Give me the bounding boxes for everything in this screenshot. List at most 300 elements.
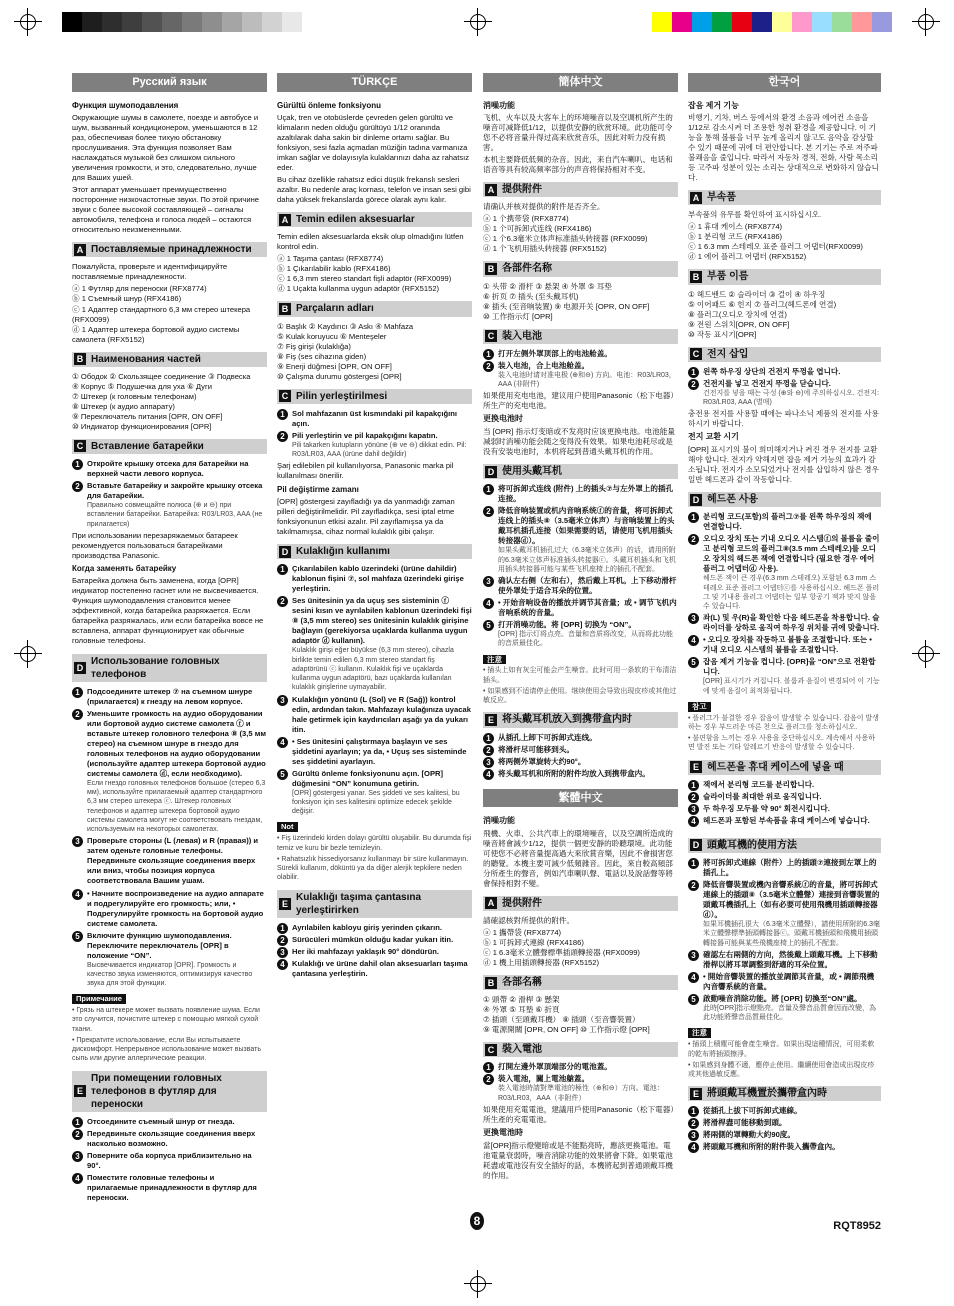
accessory-item: ⓓ 1 Uçakta kullanma uygun adaptör (RFX5152) bbox=[277, 284, 440, 294]
accessory-item: ⓓ 1 에어 플러그 어댑터 (RFX5152) bbox=[688, 252, 807, 262]
step-item bbox=[483, 576, 678, 596]
battery-note: При использовании перезаряжаемых батареек рекомендуется пользоваться батарейками производства Panasonic. bbox=[72, 530, 238, 560]
step-number: 4 bbox=[277, 959, 288, 970]
color-bar-swatch bbox=[652, 12, 672, 32]
step-number: 2 bbox=[72, 481, 83, 492]
step-detail: 装入电池时请对准电极 (⊕和⊖) 方向。电池：R03/LR03，AAA (非附件) bbox=[498, 371, 676, 389]
step-item bbox=[72, 1117, 267, 1127]
step-number: 4 bbox=[688, 816, 699, 827]
section-title: 将头戴耳机放入到携带盒内时 bbox=[502, 714, 632, 726]
step-instruction: 잭에서 분리형 코드를 분리합니다. bbox=[703, 779, 815, 789]
step-number: 2 bbox=[277, 431, 288, 442]
step-item bbox=[483, 349, 678, 359]
gray-bar-swatch bbox=[62, 12, 82, 32]
step-instruction: Sürücüleri mümkün olduğu kadar yukarı itin. bbox=[292, 934, 454, 944]
step-instruction: 装入电池，合上电池舱盖。 bbox=[498, 360, 590, 370]
page-number: 8 bbox=[470, 1212, 484, 1230]
step-item bbox=[483, 769, 678, 779]
step-detail: 如果头戴耳机插孔过大（6.3毫米立体声）的话，请用所附的6.3毫米立体声标准插头转接器ⓒ。头戴耳机插头和飞机用插头转接器可能与某些飞机座椅上的插孔不配套。 bbox=[498, 547, 676, 573]
section-header bbox=[277, 212, 472, 227]
step-number: 2 bbox=[483, 1074, 494, 1085]
step-detail: 如果耳機插孔很大（6.3毫米立體聲），請使用所附的6.3毫米立體聲標準插頭轉接器ⓒ。頭戴耳機插頭和飛機用插頭轉接器可能與某些飛機座椅上的插孔不配套。 bbox=[703, 921, 880, 947]
part-item: ⑨ 電源開關 [OPR, ON OFF] ⑩ 工作指示燈 [OPR] bbox=[483, 1025, 650, 1035]
step-number: 3 bbox=[688, 804, 699, 815]
section-title: 各部名稱 bbox=[502, 977, 542, 989]
section-header bbox=[483, 712, 678, 727]
part-item: ⑤ Kulak koruyucu ⑥ Menteşeler bbox=[277, 331, 387, 341]
step-item bbox=[72, 931, 267, 989]
accessories-intro: Пожалуйста, проверьте и идентифицируйте поставляемые принадлежности. bbox=[72, 262, 228, 282]
step-item bbox=[483, 1074, 678, 1102]
gray-bar-swatch bbox=[282, 12, 302, 32]
step-item bbox=[688, 534, 881, 611]
step-number: 1 bbox=[277, 564, 288, 575]
color-bar-swatch bbox=[872, 12, 892, 32]
step-number: 1 bbox=[688, 1106, 699, 1117]
steps-list bbox=[277, 409, 472, 460]
color-bar-swatch bbox=[792, 12, 812, 32]
section-letter: A bbox=[690, 192, 702, 204]
section-title: Kulaklığın kullanımı bbox=[296, 546, 390, 558]
accessory-item: ⓐ 1 Футляр для переноски (RFX8774) bbox=[72, 284, 207, 294]
steps-list bbox=[688, 512, 881, 696]
parts-list bbox=[483, 995, 678, 1035]
section-letter: E bbox=[485, 714, 497, 726]
step-instruction: Отсоедините съемный шнур от гнезда. bbox=[87, 1117, 235, 1127]
accessory-item: ⓒ 1 6.3 mm 스테레오 표준 플러그 어댑터(RFX0099) bbox=[688, 242, 863, 252]
step-item bbox=[688, 379, 881, 407]
section-header bbox=[277, 544, 472, 559]
step-item bbox=[277, 596, 472, 692]
section-header bbox=[483, 464, 678, 479]
step-item bbox=[688, 816, 881, 826]
step-instruction: Her iki mahfazayı yaklaşık 90° döndürün. bbox=[292, 946, 439, 956]
step-item bbox=[483, 506, 678, 574]
part-item: ① Ободок ② Скользящее соединение ③ Подвеска bbox=[72, 371, 251, 381]
section-header bbox=[72, 242, 267, 257]
step-number: 1 bbox=[277, 409, 288, 420]
accessory-item: ⓓ 1 機上用插頭轉接器 (RFX5152) bbox=[483, 958, 600, 967]
part-item: ⑩ 작동 표시기[OPR] bbox=[688, 329, 757, 339]
step-number: 2 bbox=[483, 361, 494, 372]
step-instruction: Kulaklığın yönünü (L (Sol) ve R (Sağ)) kontrol edin, ardından takın. Mahfazayı kulağınıza uyacak hale getirmek için kaydırıcıları aşağı ya da yukarı itin. bbox=[292, 694, 471, 734]
steps-list bbox=[483, 349, 678, 390]
section-letter: D bbox=[690, 494, 702, 506]
accessories-list bbox=[72, 284, 267, 344]
section-title: Использование головных телефонов bbox=[91, 655, 220, 680]
section-header bbox=[483, 896, 678, 911]
step-item bbox=[277, 737, 472, 767]
section-letter: B bbox=[74, 353, 86, 365]
intro-title: 잡음 제거 기능 bbox=[688, 100, 739, 110]
step-instruction: 왼쪽 하우징 상단의 건전지 뚜껑을 엽니다. bbox=[703, 366, 841, 376]
parts-list bbox=[483, 282, 678, 322]
step-item bbox=[688, 512, 881, 532]
intro-title: Функция шумоподавления bbox=[72, 100, 179, 110]
step-instruction: 裝入電池，關上電池艙蓋。 bbox=[498, 1074, 590, 1084]
accessories-list bbox=[483, 214, 678, 254]
step-item bbox=[277, 923, 472, 933]
steps-list bbox=[688, 367, 881, 408]
part-item: ⑧ Штекер (к аудио аппарату) bbox=[72, 401, 175, 411]
section-letter: D bbox=[279, 546, 291, 558]
section-header bbox=[483, 975, 678, 990]
steps-list bbox=[72, 687, 267, 988]
accessories-intro: 请确认并核对提供的附件是否齐全。 bbox=[483, 202, 605, 212]
note-item: • 如果感到不适请停止使用。继续使用会导致出现皮疹或其他过敏反应。 bbox=[483, 687, 677, 705]
parts-list bbox=[72, 372, 267, 432]
step-instruction: 헤드폰과 포함된 부속품을 휴대 케이스에 넣습니다. bbox=[703, 815, 870, 825]
step-instruction: 從插孔上拔下可拆卸式連線。 bbox=[703, 1106, 802, 1116]
accessories-list bbox=[277, 254, 472, 294]
step-number: 5 bbox=[72, 931, 83, 942]
step-number: 2 bbox=[483, 506, 494, 517]
registration-mark-bottom-center bbox=[464, 1270, 492, 1298]
step-item bbox=[483, 598, 678, 618]
step-item bbox=[688, 1118, 881, 1128]
battery-change-text: Батарейка должна быть заменена, когда [OPR] индикатор постепенно гаснет или не высвечивается. Функция шумоподавления становится менее эффективной, когда батарейка разряжается. Если батарейка разряжалась, или если батарейка вовсе не вставлена, аппарат функционирует как обычные головные телефоны. bbox=[72, 576, 264, 646]
gray-bar-swatch bbox=[242, 12, 262, 32]
section-header bbox=[72, 439, 267, 454]
intro-title: 消噪功能 bbox=[483, 100, 515, 110]
step-number: 1 bbox=[483, 1062, 494, 1073]
note-item: • Грязь на штекере может вызвать появление шума. Если это случится, почистите штекер с помощью мягкой сухой ткани. bbox=[72, 1007, 260, 1033]
battery-note: 如果使用充電電池，建議用戶使用Panasonic（松下電器）所生產的充電電池。 bbox=[483, 1104, 678, 1124]
step-number: 1 bbox=[483, 484, 494, 495]
section-letter: C bbox=[485, 1044, 497, 1056]
step-instruction: 从插孔上卸下可拆卸式连线。 bbox=[498, 732, 597, 742]
step-instruction: Ses ünitesinin ya da uçuş ses sisteminin ⓕ sesini kısın ve ayrılabilen kablonun üzerindeki fişi ⑧ (3,5 mm stereo) ses ünitesinin kulaklık girişine bağlayın (gerekiyorsa uçaklarda kullanma uygun adaptör ⓓ kullanın). bbox=[292, 596, 472, 646]
section-header bbox=[688, 492, 881, 507]
step-number: 3 bbox=[277, 695, 288, 706]
step-instruction: 打開左邊外罩頂端部分的電池蓋。 bbox=[498, 1062, 612, 1072]
accessory-item: ⓓ 1 个飞机用插头转接器 (RFX5152) bbox=[483, 244, 607, 254]
step-instruction: Уменьшите громкость на аудио оборудовании или бортовой аудио системе самолета ⓕ и вставьте штекер головного телефона ⑧ (3,5 мм стерео) на съемном шнуре в гнездо для головных телефонов на аудио оборудовании (используйте адаптер штекера бортовой аудио системы самолета ⓓ, если необходимо). bbox=[87, 708, 266, 778]
step-instruction: 두 하우징 모두를 약 90° 회전시킵니다. bbox=[703, 803, 830, 813]
step-number: 4 bbox=[483, 769, 494, 780]
step-item bbox=[277, 409, 472, 429]
section-title: 부속품 bbox=[707, 192, 736, 204]
step-number: 5 bbox=[483, 620, 494, 631]
step-number: 2 bbox=[277, 935, 288, 946]
step-detail: Kulaklık girişi eğer büyükse (6,3 mm stereo), cihazla birlikte temin edilen 6,3 mm stereo standart fiş adaptörünü ⓒ kullanın. Kulaklık fişi ve uçaklarda kullanma uygun adaptörü, bazı uçaklarda kullanılan kulaklık girişlerine uymayabilir. bbox=[292, 647, 454, 692]
section-header bbox=[277, 301, 472, 316]
step-number: 5 bbox=[277, 769, 288, 780]
section-letter: C bbox=[279, 390, 291, 402]
section-letter: A bbox=[485, 184, 497, 196]
part-item: ⑧ Fiş (ses cihazına giden) bbox=[277, 351, 367, 361]
registration-mark-left bbox=[14, 640, 42, 668]
part-item: ⑤ 이어패드 ⑥ 힌지 ⑦ 플러그(헤드폰에 연결) bbox=[688, 299, 837, 309]
step-item bbox=[277, 564, 472, 594]
color-bar-swatch bbox=[752, 12, 772, 32]
accessory-item: ⓒ 1 6.3毫米立體聲標準插頭轉接器 (RFX0099) bbox=[483, 947, 640, 957]
step-instruction: Вставьте батарейку и закройте крышку отсека для батарейки. bbox=[87, 481, 263, 501]
section-header bbox=[688, 1086, 881, 1101]
gray-bar-swatch bbox=[122, 12, 142, 32]
color-bar-swatch bbox=[852, 12, 872, 32]
step-instruction: 确认左右侧（左和右），然后戴上耳机。上下移动滑杆使外罩处于适合耳朵的位置。 bbox=[498, 575, 677, 595]
step-detail: 건전지를 넣을 때는 극성 (⊕와 ⊖)에 주의하십시오. 건전지: R03/LR03, AAA (별매) bbox=[703, 389, 879, 407]
section-title: 提供附件 bbox=[502, 184, 542, 196]
step-number: 1 bbox=[688, 512, 699, 523]
step-number: 1 bbox=[277, 923, 288, 934]
intro-title: 消噪功能 bbox=[483, 816, 515, 826]
gray-bar-swatch bbox=[142, 12, 162, 32]
step-number: 2 bbox=[688, 1118, 699, 1129]
lang-header: 한국어 bbox=[688, 73, 881, 92]
accessory-item: ⓑ 1 Съемный шнур (RFX4186) bbox=[72, 294, 182, 304]
section-header bbox=[483, 1042, 678, 1057]
step-number: 2 bbox=[483, 745, 494, 756]
accessories-intro: 부속품의 유무를 확인하여 표시하십시오. bbox=[688, 210, 822, 220]
step-item bbox=[688, 950, 881, 970]
section-header bbox=[483, 261, 678, 276]
section-title: Temin edilen aksesuarlar bbox=[296, 214, 415, 226]
step-instruction: Поверните оба корпуса приблизительно на 90°. bbox=[87, 1151, 252, 1171]
accessories-intro: 請確認核對所提供的附件。 bbox=[483, 915, 575, 925]
step-item bbox=[688, 780, 881, 790]
part-item: ⑧ 插头 (至音响装置) ⑨ 电源开关 [OPR, ON OFF] bbox=[483, 301, 650, 311]
step-number: 1 bbox=[688, 367, 699, 378]
step-number: 2 bbox=[277, 596, 288, 607]
part-item: ⑦ 插頭（至頭戴耳機） ⑧ 插頭（至音響裝置） bbox=[483, 1015, 640, 1025]
step-instruction: 잡음 제거 기능을 켭니다. [OPR]을 “ON”으로 전환합니다. bbox=[703, 657, 876, 677]
step-item bbox=[72, 1129, 267, 1149]
step-instruction: 좌(L) 및 우(R)을 확인한 다음 헤드폰을 착용합니다. 슬라이더를 상하로 움직여 하우징 위치를 귀에 맞춥니다. bbox=[703, 613, 880, 633]
part-item: ⑩ Индикатор функционирования [OPR] bbox=[72, 421, 212, 431]
intro-text: 비행기, 기차, 버스 등에서의 환경 소음과 에어컨 소음을 1/12로 감소시켜 더 조용한 청취 환경을 제공합니다. 이 기능을 통해 볼륨을 너무 높게 올리지 않고도 음악을 감상할 수 있기 때문에 귀에 더 편안합니다. 본 기기는 주로 저주파 불쾌음을 줄입니다. 따라서 자동차 경적, 전화, 사람 목소리 등 고주파 성분이 있는 소리는 상대적으로 변화하지 않습니다. bbox=[688, 113, 879, 183]
step-instruction: 將兩側的罩轉動大約90度。 bbox=[703, 1130, 795, 1140]
step-instruction: 降低音響裝置或機內音響系統ⓕ的音量，將可拆卸式連線上的插頭⑧（3.5毫米立體聲）連接到音響裝置的頭戴耳機插孔上（如有必要可使用飛機用插頭轉接器ⓓ）。 bbox=[703, 880, 880, 920]
accessory-item: ⓑ 1 个可拆卸式连线 (RFX4186) bbox=[483, 224, 592, 234]
step-number: 3 bbox=[483, 757, 494, 768]
step-number: 2 bbox=[72, 709, 83, 720]
section-title: Parçaların adları bbox=[296, 303, 374, 315]
part-item: ⑨ 전원 스위치[OPR, ON OFF] bbox=[688, 319, 790, 329]
step-item bbox=[483, 361, 678, 389]
step-item bbox=[277, 695, 472, 735]
step-instruction: 打开消噪功能。将 [OPR] 切换为 “ON”。 bbox=[498, 620, 636, 630]
step-number: 3 bbox=[277, 947, 288, 958]
section-title: 將頭戴耳機置於攜帶盒內時 bbox=[707, 1088, 827, 1100]
battery-change-title: 更换电池时 bbox=[483, 414, 523, 424]
step-instruction: • 开始音响设备的播放并调节其音量；或 • 调节飞机内音响系统的音量。 bbox=[498, 598, 677, 618]
column-turkish bbox=[277, 73, 472, 981]
step-instruction: Ayrılabilen kabloyu giriş yerinden çıkarın. bbox=[292, 922, 442, 932]
step-item bbox=[72, 836, 267, 886]
step-detail: Если гнездо головных телефонов большое (стерео 6,3 мм), используйте прилагаемый адаптер стандартного 6,3 мм стерео штекера ⓒ. Штекер головных телефонов и адаптер штекера бортовой аудио системы самолета могут не соответствовать гнездам, используемым на некоторых самолетах. bbox=[87, 780, 266, 834]
registration-mark-top-center bbox=[464, 8, 492, 36]
step-instruction: 분리형 코드(포함)의 플러그⑦를 왼쪽 하우징의 잭에 연결합니다. bbox=[703, 512, 872, 532]
section-letter: B bbox=[690, 271, 702, 283]
step-number: 5 bbox=[688, 994, 699, 1005]
part-item: ⑦ Fiş girişi (kulaklığa) bbox=[277, 341, 351, 351]
step-number: 1 bbox=[72, 459, 83, 470]
note-label: 注意 bbox=[483, 655, 506, 665]
step-number: 4 bbox=[688, 972, 699, 983]
step-instruction: Откройте крышку отсека для батарейки на верхней части левого корпуса. bbox=[87, 459, 249, 479]
intro-text-2: 本机主要降低低频的杂音。因此，来自汽车喇叭、电话和语音等具有较高频率部分的声音将保持相对不变。 bbox=[483, 155, 673, 175]
step-detail: Высвечивается индикатор [OPR]. Громкость и качество звука изменяются, оптимизируя качество звука для этой функции. bbox=[87, 961, 253, 988]
note-item: • Прекратите использование, если Вы испытываете дискомфорт. Непрерывное использование может вызвать сыпь или другие аллергические реакции. bbox=[72, 1036, 261, 1063]
step-number: 1 bbox=[483, 349, 494, 360]
intro-title: Gürültü önleme fonksiyonu bbox=[277, 100, 382, 110]
accessory-item: ⓒ 1 个6.3毫米立体声标准插头转接器 (RFX0099) bbox=[483, 234, 648, 244]
grayscale-bar bbox=[62, 12, 302, 32]
accessory-item: ⓐ 1 个携带袋 (RFX8774) bbox=[483, 214, 569, 224]
step-number: 4 bbox=[72, 1173, 83, 1184]
step-number: 2 bbox=[72, 1129, 83, 1140]
note-item: • 플러그가 불결한 경우 잡음이 발생할 수 있습니다. 잡음이 발생하는 경우 부드러운 마른 천으로 플러그를 청소하십시오. bbox=[688, 714, 879, 731]
step-item bbox=[72, 1173, 267, 1203]
section-letter: D bbox=[74, 662, 86, 674]
section-title: 裝入電池 bbox=[502, 1044, 542, 1056]
step-number: 3 bbox=[72, 1151, 83, 1162]
gray-bar-swatch bbox=[102, 12, 122, 32]
part-item: ⑥ 折页 ⑦ 插头 (至头戴耳机) bbox=[483, 291, 579, 301]
section-header bbox=[483, 329, 678, 344]
color-bar-swatch bbox=[772, 12, 792, 32]
section-title: При помещении головных телефонов в футляр для переноски bbox=[91, 1072, 222, 1110]
step-item bbox=[483, 733, 678, 743]
steps-list bbox=[483, 1062, 678, 1103]
step-instruction: Поместите головные телефоны и прилагаемые принадлежности в футляр для переноски. bbox=[87, 1173, 257, 1203]
section-header bbox=[277, 890, 472, 918]
section-letter: A bbox=[74, 244, 86, 256]
step-instruction: 건전지를 넣고 건전지 뚜껑을 닫습니다. bbox=[703, 378, 831, 388]
gray-bar-swatch bbox=[182, 12, 202, 32]
section-letter: A bbox=[485, 897, 497, 909]
accessories-list bbox=[688, 222, 881, 262]
section-title: 전지 삽입 bbox=[707, 348, 749, 360]
accessories-intro: Temin edilen aksesuarlarda eksik olup olmadığını lütfen kontrol edin. bbox=[277, 232, 464, 252]
step-item bbox=[688, 994, 881, 1022]
step-item bbox=[72, 709, 267, 835]
section-letter: B bbox=[485, 977, 497, 989]
color-bar-swatch bbox=[672, 12, 692, 32]
section-title: Вставление батарейки bbox=[91, 440, 204, 452]
battery-change-text: 当 [OPR] 指示灯变暗或不发亮时应该更换电池。电池能量减弱时消噪功能会随之变得没有效果。如果电池耗尽或是没有安装电池时，本机将起到普通头戴耳机的作用。 bbox=[483, 426, 675, 456]
section-title: 頭戴耳機的使用方法 bbox=[707, 839, 797, 851]
step-number: 3 bbox=[483, 576, 494, 587]
steps-list bbox=[483, 733, 678, 779]
section-title: 各部件名称 bbox=[502, 263, 552, 275]
section-title: 헤드폰을 휴대 케이스에 넣을 때 bbox=[707, 761, 844, 773]
section-letter: C bbox=[485, 330, 497, 342]
step-item bbox=[688, 1106, 881, 1116]
battery-note: 如果使用充电电池，建议用户使用Panasonic（松下电器）所生产的充电电池。 bbox=[483, 391, 678, 411]
step-number: 4 bbox=[72, 889, 83, 900]
note-label: 注意 bbox=[688, 1028, 711, 1038]
step-number: 1 bbox=[72, 1117, 83, 1128]
step-instruction: 将滑杆尽可能移到头。 bbox=[498, 744, 574, 754]
section-title: 부품 이름 bbox=[707, 271, 749, 283]
section-header bbox=[688, 347, 881, 362]
steps-list bbox=[483, 484, 678, 648]
section-letter: B bbox=[279, 303, 291, 315]
step-number: 3 bbox=[688, 1130, 699, 1141]
battery-change-text: [OPR] göstergesi zayıfladığı ya da yanmadığı zaman pilleri değiştirilmelidir. Pil zayıfladıkça, sesi iptal etme fonksiyonunun etkisi azalır. Pil zayıflamışsa ya da takılmamışsa, cihaz normal kulaklık gibi çalışır. bbox=[277, 497, 455, 537]
step-instruction: Подсоедините штекер ⑦ на съемном шнуре (прилагается) к гнезду на левом корпусе. bbox=[87, 686, 253, 706]
part-item: ⑩ Çalışma durumu göstergesi [OPR] bbox=[277, 371, 402, 381]
steps-list bbox=[72, 1117, 267, 1203]
step-detail: Правильно совмещайте полюса (⊕ и ⊖) при вставлении батарейки. Батарейка: R03/LR03, AAA (не прилагается) bbox=[87, 502, 263, 528]
step-detail: 此時[OPR]指示燈點亮。音量及聲音品質會因而改變，為此功能將聲音品質最佳化。 bbox=[703, 1004, 877, 1022]
step-instruction: 将头戴耳机和所附的附件均放入到携带盒内。 bbox=[498, 768, 650, 778]
step-number: 1 bbox=[483, 733, 494, 744]
section-header bbox=[688, 760, 881, 775]
steps-list bbox=[72, 459, 267, 529]
section-title: Kulaklığı taşıma çantasına yerleştirirken bbox=[296, 891, 422, 916]
note-item: • 插頭上積塵可能會產生噪音。如果出現這種情況，可用柔軟的乾布將插頭擦淨。 bbox=[688, 1041, 875, 1058]
model-code: RQT8952 bbox=[833, 1220, 881, 1232]
step-instruction: 打开左侧外罩顶部上的电池舱盖。 bbox=[498, 348, 612, 358]
note-label: 참고 bbox=[688, 702, 711, 712]
step-number: 2 bbox=[688, 379, 699, 390]
gray-bar-swatch bbox=[222, 12, 242, 32]
section-letter: D bbox=[485, 466, 497, 478]
step-item bbox=[688, 880, 881, 948]
step-instruction: 슬라이더를 최대한 위로 움직입니다. bbox=[703, 791, 822, 801]
step-item bbox=[483, 620, 678, 648]
accessory-item: ⓐ 1 攜帶袋 (RFX8774) bbox=[483, 927, 562, 937]
section-letter: E bbox=[690, 761, 702, 773]
accessory-item: ⓒ 1 Адаптер стандартного 6,3 мм стерео штекера (RFX0099) bbox=[72, 304, 251, 324]
section-letter: E bbox=[279, 898, 291, 910]
note-item: • 불편함을 느끼는 경우 사용을 중단하십시오. 계속해서 사용하면 발진 또는 기타 알레르기 반응이 발생할 수 있습니다. bbox=[688, 735, 876, 752]
part-item: ⑩ 工作指示灯 [OPR] bbox=[483, 311, 553, 321]
step-item bbox=[483, 757, 678, 767]
step-number: 3 bbox=[72, 836, 83, 847]
section-header bbox=[688, 838, 881, 853]
battery-change-text: [OPR] 표시기의 불이 희미해지거나 켜진 경우 전지를 교환해야 합니다. 전지가 약해지면 잡음 제거 기능의 효과가 감소됩니다. 전지가 소모되었거나 전지를 삽입하지 않은 경우 일반 헤드폰과 같이 작동합니다. bbox=[688, 444, 879, 485]
part-item: ⑨ Enerji düğmesi [OPR, ON OFF] bbox=[277, 361, 392, 371]
part-item: ① 헤드밴드 ② 슬라이더 ③ 걸이 ④ 하우징 bbox=[688, 289, 826, 299]
intro-text: 飞机、火车以及大客车上的环境噪音以及空调机所产生的噪音可减降低1/12，以提供安静的欣赏环境。此功能可令您不必将音量升得过高来欣赏音乐，因此对听力没有损害。 bbox=[483, 113, 673, 153]
step-instruction: Kulaklığı ve ürüne dahil olan aksesuarları taşıma çantasına yerleştirin. bbox=[292, 958, 468, 978]
step-instruction: 将可拆卸式连线 (附件) 上的插头⑦与左外罩上的插孔连接。 bbox=[498, 484, 674, 504]
registration-mark-top-right bbox=[912, 8, 940, 36]
lang-header: 簡体中文 bbox=[483, 73, 678, 92]
color-bar bbox=[652, 12, 892, 32]
step-item bbox=[277, 947, 472, 957]
accessory-item: ⓓ 1 Адаптер штекера бортовой аудио системы самолета (RFX5152) bbox=[72, 324, 240, 344]
battery-change-title: 전지 교환 시기 bbox=[688, 432, 739, 442]
section-title: 提供附件 bbox=[502, 897, 542, 909]
registration-mark-top-left bbox=[14, 8, 42, 36]
step-instruction: Включите функцию шумоподавления. Переключите переключатель [OPR] в положение “ON”. bbox=[87, 930, 232, 960]
battery-note: 충전용 전지를 사용할 때에는 파나소닉 제품의 전지를 사용하시기 바랍니다. bbox=[688, 409, 879, 429]
step-number: 3 bbox=[688, 950, 699, 961]
step-instruction: 將滑桿盡可能移動到頭。 bbox=[703, 1118, 787, 1128]
step-detail: Pili takarken kutupların yönüne (⊕ ve ⊖) dikkat edin. Pil: R03/LR03, AAA (ürüne dahil değildir) bbox=[292, 442, 467, 459]
step-instruction: 確認左右兩側的方向，然後戴上頭戴耳機。上下移動滑桿以將耳罩調整到舒適的耳朵位置。 bbox=[703, 949, 878, 969]
step-item bbox=[483, 745, 678, 755]
steps-list bbox=[277, 923, 472, 979]
color-bar-swatch bbox=[832, 12, 852, 32]
intro-text-2: Bu cihaz özellikle rahatsız edici düşük frekanslı sesleri azaltır. Bu nedenle araç kornası, telefon ve insan sesi gibi daha yüksek frekanslarda görece olarak aynı kalır. bbox=[277, 175, 471, 205]
step-number: 4 bbox=[277, 737, 288, 748]
column-russian bbox=[72, 73, 267, 1205]
section-title: 使用头戴耳机 bbox=[502, 465, 562, 477]
step-detail: [OPR] 표시기가 켜집니다. 볼륨과 음질이 변경되어 이 기능에 맞게 음질이 최적화됩니다. bbox=[703, 678, 880, 695]
step-instruction: Передвиньте скользящие соединения вверх насколько возможно. bbox=[87, 1129, 256, 1149]
section-letter: E bbox=[690, 1088, 702, 1100]
accessory-item: ⓑ 1 Çıkarılabilir kablo (RFX4186) bbox=[277, 264, 391, 274]
section-title: 装入电池 bbox=[502, 330, 542, 342]
section-title: 헤드폰 사용 bbox=[707, 494, 759, 506]
